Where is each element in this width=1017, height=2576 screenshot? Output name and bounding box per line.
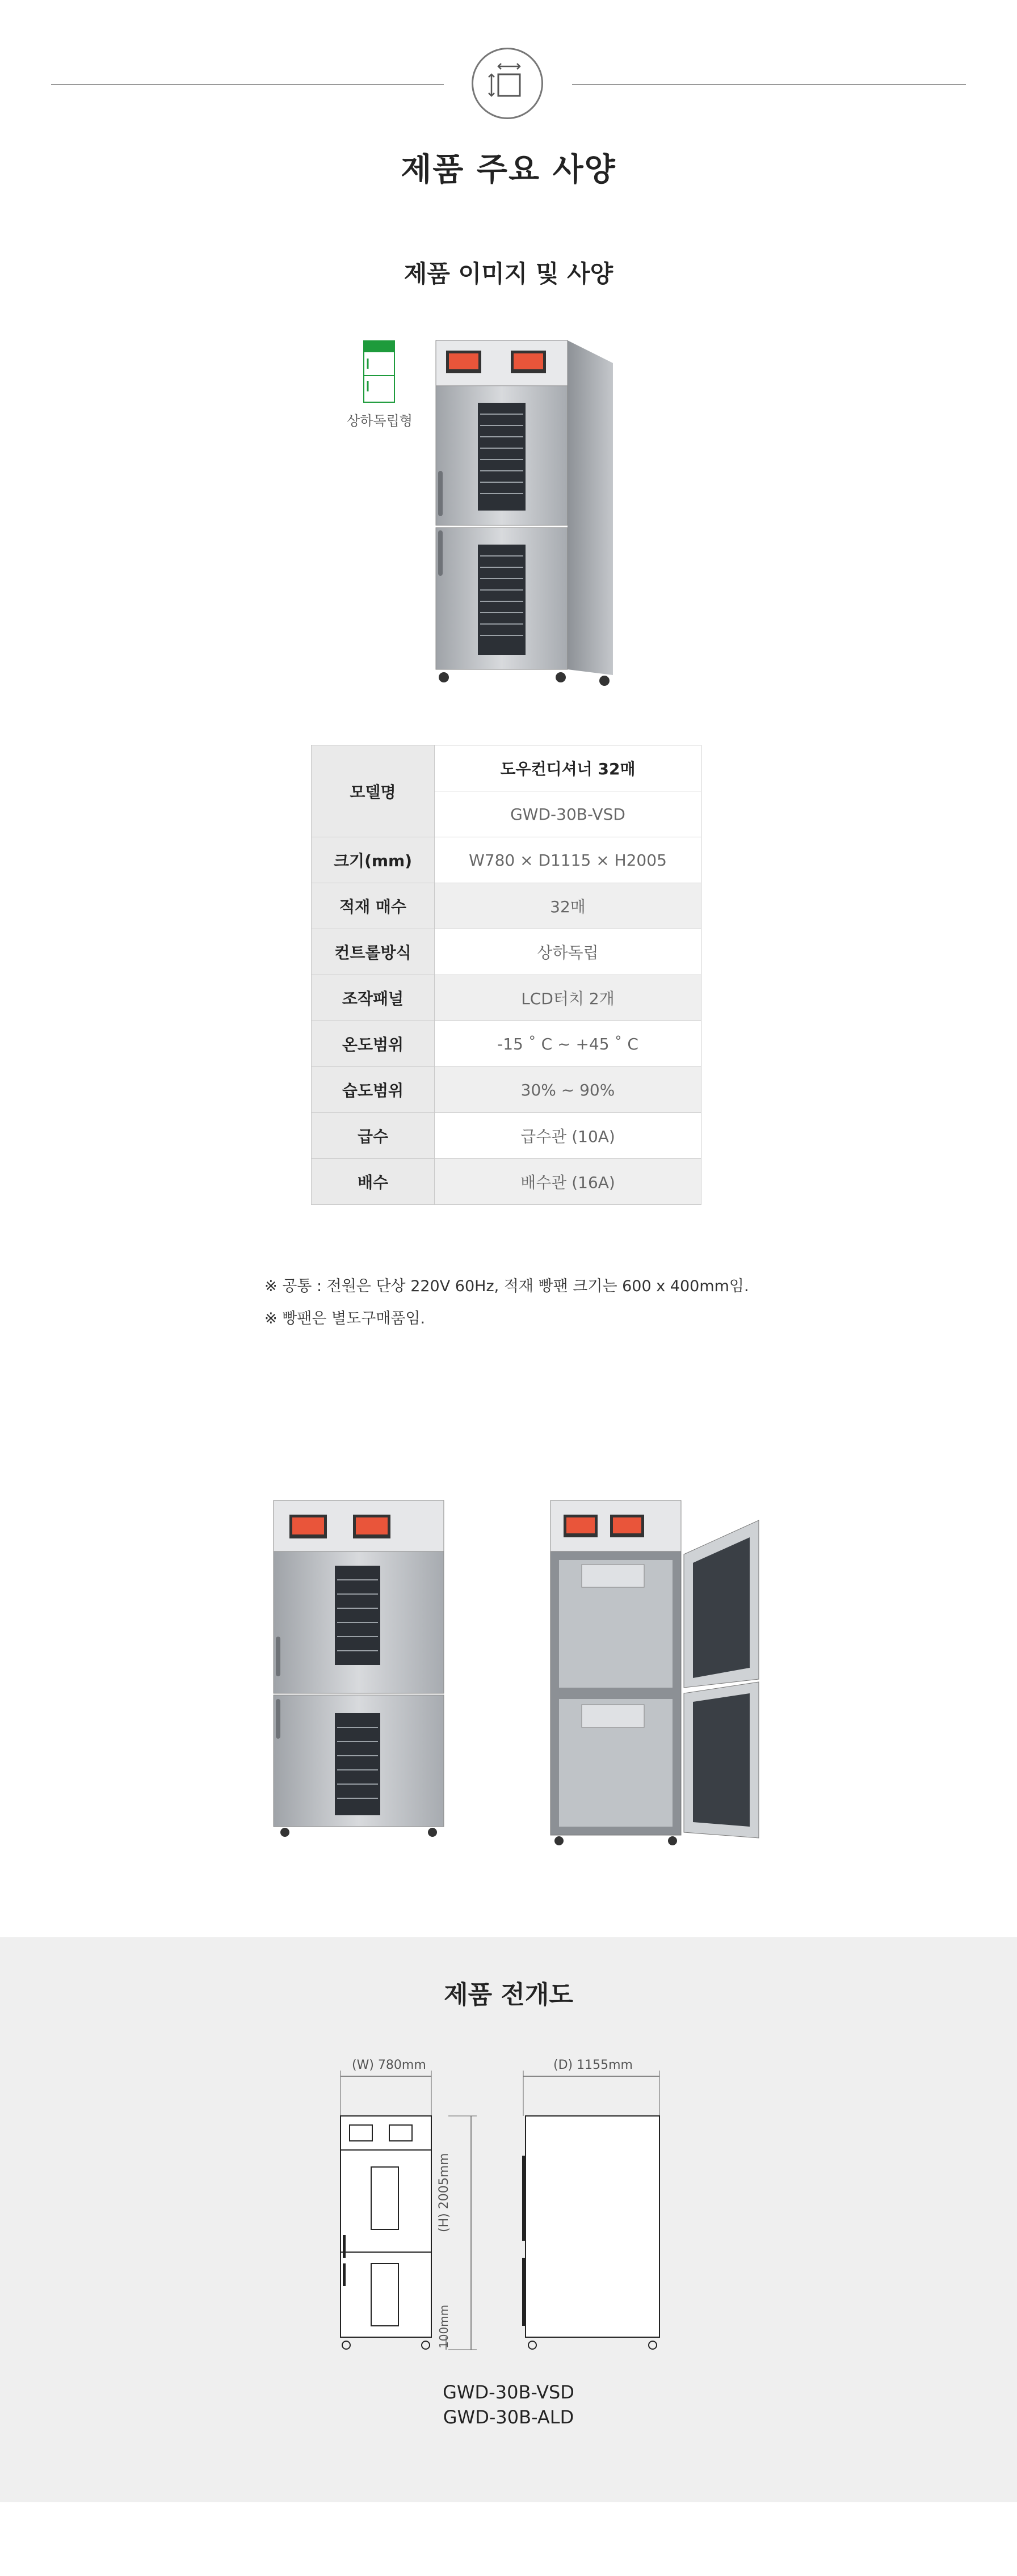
spec-label: 컨트롤방식 (312, 929, 435, 975)
spec-label: 급수 (312, 1113, 435, 1159)
spec-value: 32매 (435, 883, 701, 929)
side-view-drawing (518, 2071, 665, 2366)
spec-value: -15 ˚ C ~ +45 ˚ C (435, 1021, 701, 1067)
type-label: 상하독립형 (347, 413, 413, 429)
height-dimension: (H) 2005mm (437, 2153, 451, 2232)
width-dimension: (W) 780mm (352, 2058, 426, 2072)
page-title: 제품 주요 사양 (401, 151, 616, 188)
drawing-title: 제품 전개도 (444, 1980, 573, 2009)
drawing-model-1: GWD-30B-VSD (443, 2381, 574, 2403)
section-title: 제품 이미지 및 사양 (404, 260, 613, 288)
spec-value: 30% ~ 90% (435, 1067, 701, 1113)
type-indicator-icon (363, 340, 395, 403)
note-power: ※ 공통 : 전원은 단상 220V 60Hz, 적재 빵팬 크기는 600 x 400mm임. (264, 1278, 749, 1295)
spec-value: 배수관 (16A) (435, 1159, 701, 1205)
spec-value: W780 × D1115 × H2005 (435, 837, 701, 883)
model-name: 도우컨디셔너 32매 (435, 745, 701, 791)
note-pan: ※ 빵팬은 별도구매품임. (264, 1310, 426, 1327)
front-view-drawing (335, 2071, 499, 2366)
spec-label: 적재 매수 (312, 883, 435, 929)
spec-value: 급수관 (10A) (435, 1113, 701, 1159)
spec-value: 상하독립 (435, 929, 701, 975)
model-code: GWD-30B-VSD (435, 791, 701, 837)
spec-table (311, 745, 701, 1205)
product-photo-open (548, 1498, 763, 1849)
spec-label: 온도범위 (312, 1021, 435, 1067)
spec-label: 습도범위 (312, 1067, 435, 1113)
model-label: 모델명 (312, 745, 435, 837)
spec-label: 조작패널 (312, 975, 435, 1021)
drawing-model-2: GWD-30B-ALD (443, 2406, 574, 2428)
spec-label: 크기(mm) (312, 837, 435, 883)
product-image-main (431, 335, 619, 692)
spec-label: 배수 (312, 1159, 435, 1205)
foot-dimension: 100mm (437, 2304, 451, 2349)
depth-dimension: (D) 1155mm (553, 2058, 633, 2072)
header-rule-right (572, 84, 966, 85)
size-arrows-icon (472, 48, 543, 119)
header-rule-left (51, 84, 444, 85)
spec-value: LCD터치 2개 (435, 975, 701, 1021)
product-photo-closed (268, 1498, 449, 1841)
